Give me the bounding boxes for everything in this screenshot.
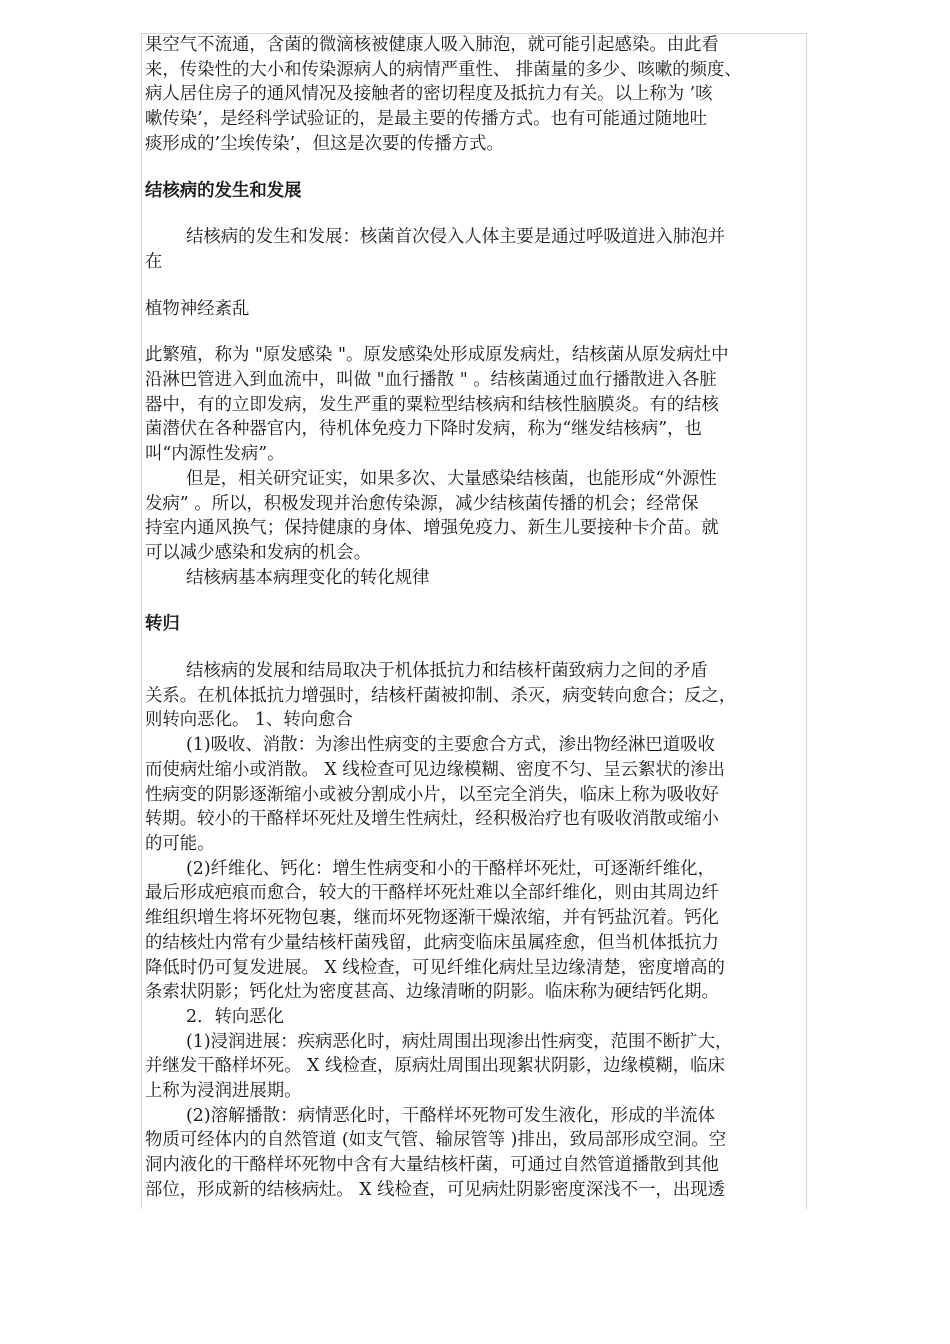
paragraph-absorption xyxy=(145,733,809,857)
subheading-deterioration: 2．转向恶化 xyxy=(186,1006,285,1027)
paragraph-onset xyxy=(145,225,809,274)
text-line: (1)吸收、消散：为渗出性病变的主要愈合方式，渗出物经淋巴道吸收 xyxy=(186,735,715,756)
section-heading-onset: 结核病的发生和发展 xyxy=(145,180,302,201)
text-line: (2)溶解播散：病情恶化时，干酪样坏死物可发生液化，形成的半流体 xyxy=(186,1105,715,1126)
text-line: 嗽传染’，是经科学试验证的，是最主要的传播方式。也有可能通过随地吐 xyxy=(145,109,708,130)
section-heading-outcome: 转归 xyxy=(145,614,180,635)
text-line: 结核病的发展和结局取决于机体抵抗力和结核杆菌致病力之间的矛盾 xyxy=(186,661,708,682)
text-line: (2)纤维化、钙化：增生性病变和小的干酪样坏死灶，可逐渐纤维化， xyxy=(186,858,715,879)
text-line: 上称为浸润进展期。 xyxy=(145,1081,302,1102)
text-line: 在 xyxy=(145,251,163,272)
paragraph-transmission xyxy=(145,33,809,157)
text-line: 痰形成的’尘埃传染’，但这是次要的传播方式。 xyxy=(145,133,504,154)
text-line: 发病” 。所以，积极发现并治愈传染源，减少结核菌传播的机会；经常保 xyxy=(145,493,699,514)
text-line: 则转向恶化。 1、转向愈合 xyxy=(145,710,353,731)
paragraph-primary-infection xyxy=(145,343,809,467)
text-line: 持室内通风换气；保持健康的身体、增强免疫力、新生儿要接种卡介苗。就 xyxy=(145,518,719,539)
text-line: 的结核灶内常有少量结核杆菌残留，此病变临床虽属痊愈，但当机体抵抗力 xyxy=(145,932,719,953)
text-line: 维组织增生将坏死物包裹，继而坏死物逐渐干燥浓缩，并有钙盐沉着。钙化 xyxy=(145,908,719,929)
text-line: 物质可经体内的自然管道 (如支气管、输尿管等 )排出，致局部形成空洞。空 xyxy=(145,1130,727,1151)
text-line: 果空气不流通，含菌的微滴核被健康人吸入肺泡，就可能引起感染。由此看 xyxy=(145,35,719,55)
text-line: 结核病的发生和发展：核菌首次侵入人体主要是通过呼吸道进入肺泡并 xyxy=(186,227,726,248)
paragraph-outcome xyxy=(145,659,809,733)
text-line: 降低时仍可复发进展。 X 线检查，可见纤维化病灶呈边缘清楚，密度增高的 xyxy=(145,957,725,978)
text-line: 并继发干酪样坏死。 X 线检查，原病灶周围出现絮状阴影，边缘模糊，临床 xyxy=(145,1056,725,1077)
paragraph-infiltration xyxy=(145,1030,809,1104)
text-line: 的可能。 xyxy=(145,833,215,854)
text-line: 洞内液化的干酪样坏死物中含有大量结核杆菌，可通过自然管道播散到其他 xyxy=(145,1155,719,1176)
text-line: 来，传染性的大小和传染源病人的病情严重性、 排菌量的多少、咳嗽的频度、 xyxy=(145,59,742,80)
text-line: 病人居住房子的通风情况及接触者的密切程度及抵抗力有关。以上称为 ’咳 xyxy=(145,84,713,105)
text-line: 性病变的阴影逐渐缩小或被分割成小片，以至完全消失，临床上称为吸收好 xyxy=(145,784,719,805)
text-line: 可以减少感染和发病的机会。 xyxy=(145,542,372,563)
text-line: 部位，形成新的结核病灶。 X 线检查，可见病灶阴影密度深浅不一，出现透 xyxy=(145,1179,725,1200)
text-line: 而使病灶缩小或消散。 X 线检查可见边缘模糊、密度不匀、呈云絮状的渗出 xyxy=(145,759,725,780)
text-line: 此繁殖，称为 "原发感染 "。原发感染处形成原发病灶，结核菌从原发病灶中 xyxy=(145,345,729,366)
text-line: 菌潜伏在各种器官内，待机体免疫力下降时发病，称为“继发结核病”，也 xyxy=(145,419,702,440)
inserted-phrase: 植物神经紊乱 xyxy=(145,298,250,319)
text-line: 叫“内源性发病”。 xyxy=(145,444,285,465)
paragraph-exogenous xyxy=(145,467,809,566)
paragraph-pathology-rule: 结核病基本病理变化的转化规律 xyxy=(186,567,430,588)
paragraph-dissemination xyxy=(145,1104,809,1203)
text-line: 但是，相关研究证实，如果多次、大量感染结核菌，也能形成“外源性 xyxy=(186,468,717,489)
text-line: 关系。在机体抵抗力增强时，结核杆菌被抑制、杀灭，病变转向愈合；反之， xyxy=(145,685,737,706)
text-line: 沿淋巴管进入到血流中，叫做 "血行播散 " 。结核菌通过血行播散进入各脏 xyxy=(145,370,717,391)
text-line: 最后形成疤痕而愈合，较大的干酪样坏死灶难以全部纤维化，则由其周边纤 xyxy=(145,883,719,904)
text-line: 器中，有的立即发病，发生严重的粟粒型结核病和结核性脑膜炎。有的结核 xyxy=(145,394,719,415)
text-line: 转期。较小的干酪样坏死灶及增生性病灶，经积极治疗也有吸收消散或缩小 xyxy=(145,809,719,830)
document-body xyxy=(145,33,809,1203)
paragraph-fibrosis xyxy=(145,857,809,1005)
text-line: (1)浸润进展：疾病恶化时，病灶周围出现渗出性病变，范围不断扩大， xyxy=(186,1031,733,1052)
text-line: 条索状阴影；钙化灶为密度甚高、边缘清晰的阴影。临床称为硬结钙化期。 xyxy=(145,982,719,1003)
